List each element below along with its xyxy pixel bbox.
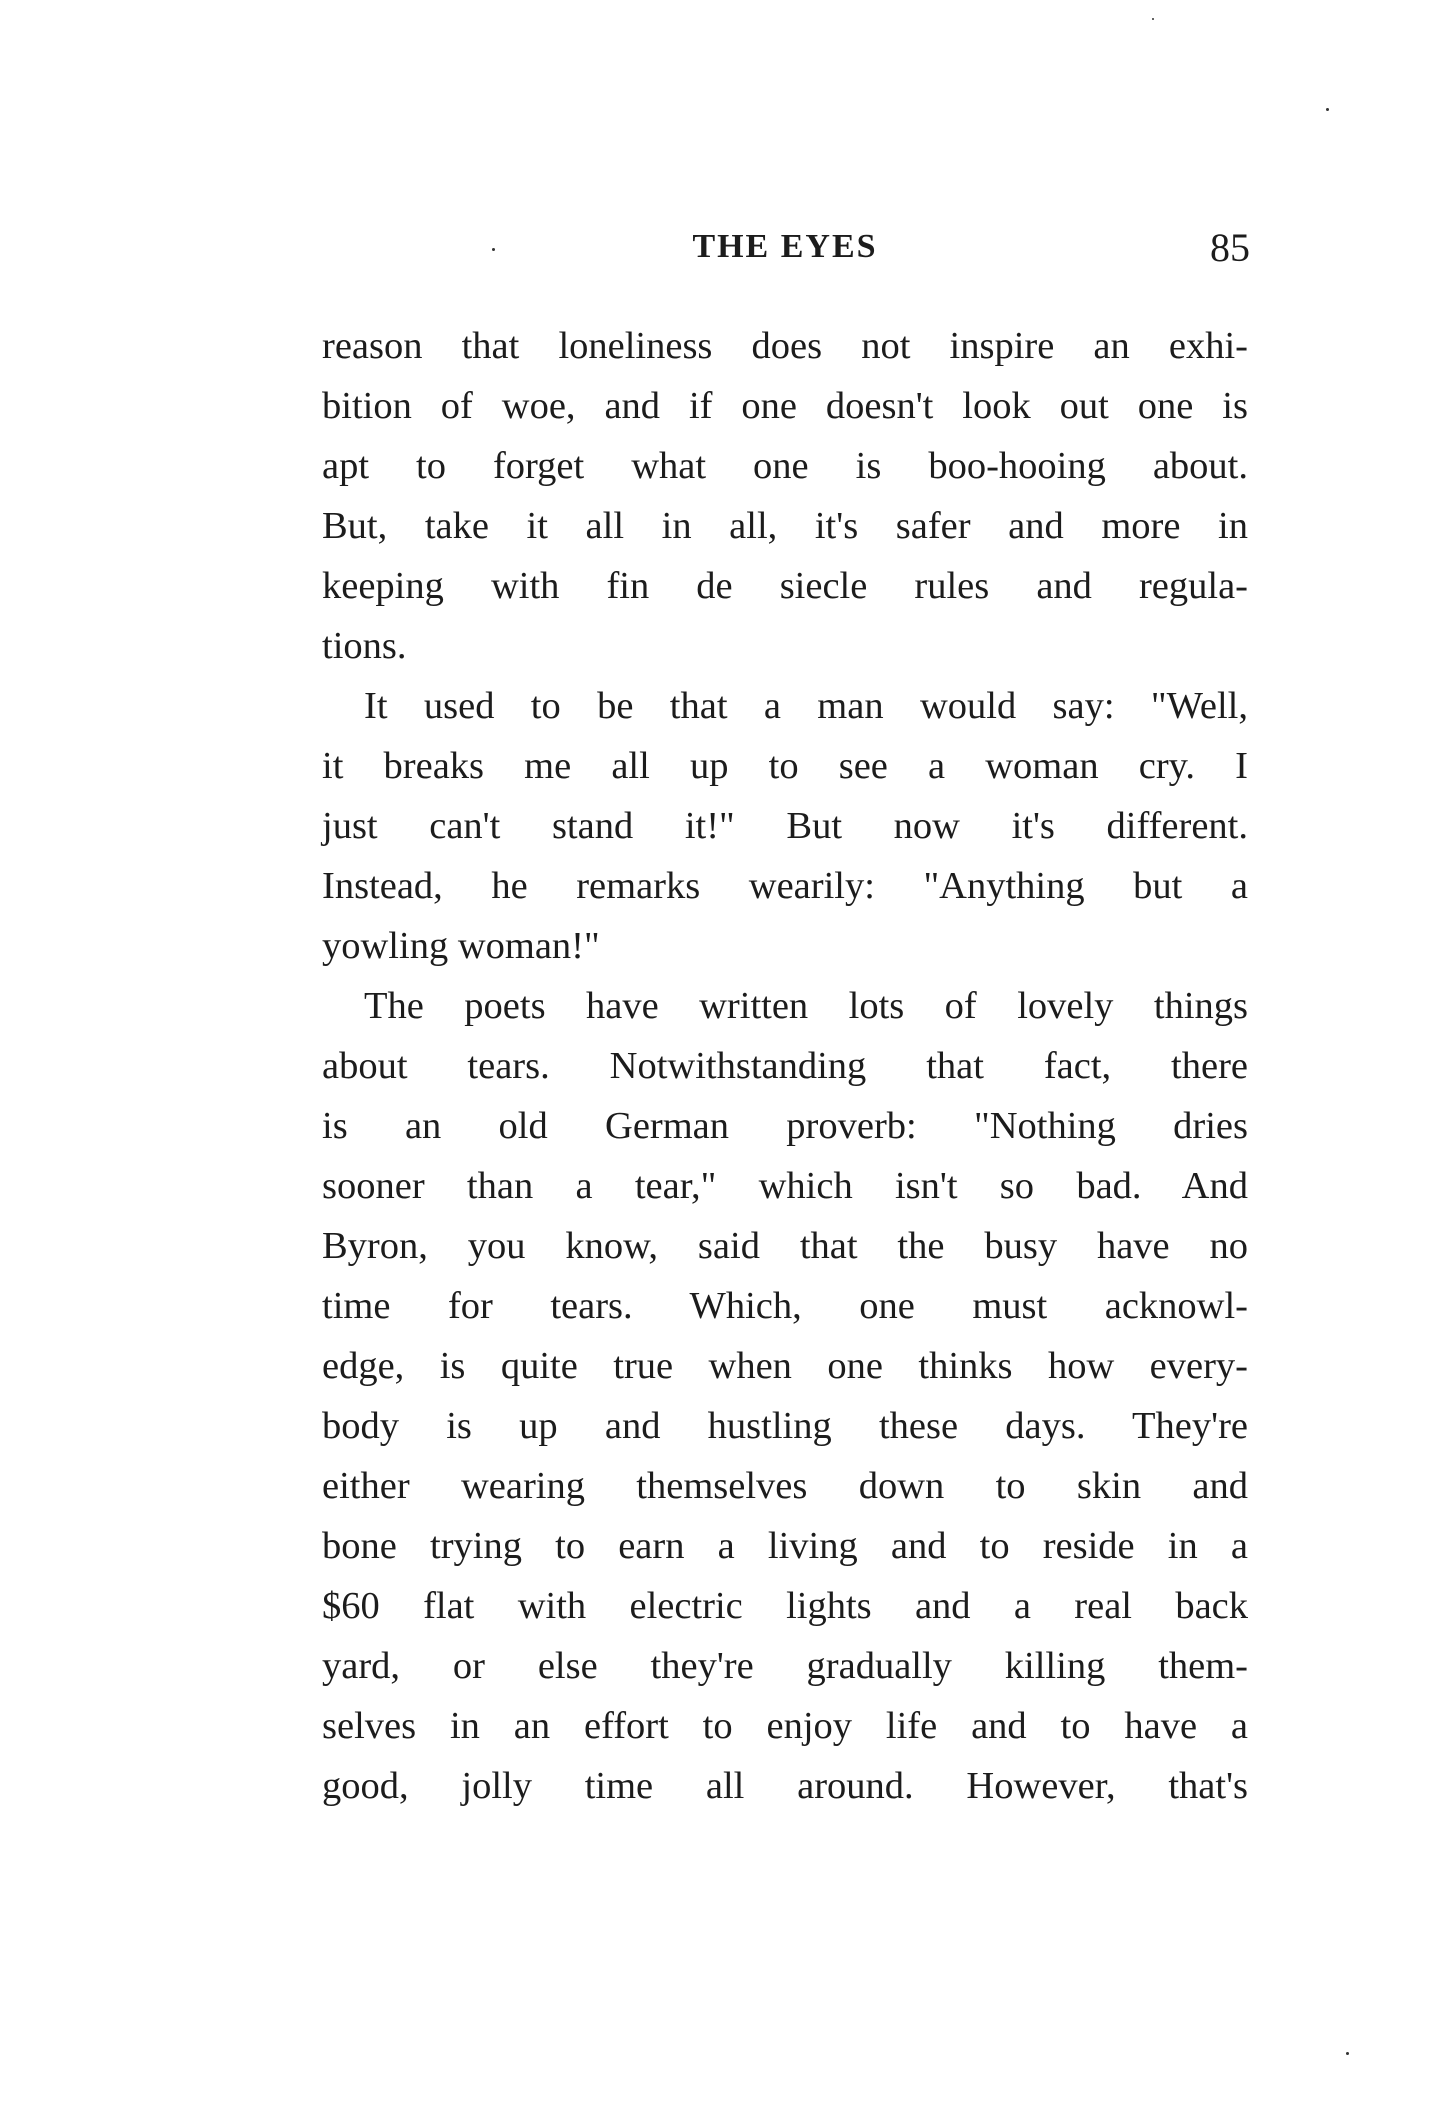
text-line: But, take it all in all, it's safer and more in [322,505,1248,547]
text-line: either wearing themselves down to skin and [322,1465,1248,1507]
text-line: Byron, you know, said that the busy have no [322,1225,1248,1267]
page-number: 85 [1210,225,1250,270]
scan-speck [1346,2052,1349,2055]
text-line: Instead, he remarks wearily: "Anything but a [322,865,1248,907]
text-line: yowling woman!" [322,925,600,967]
text-line: time for tears. Which, one must acknowl- [322,1285,1248,1327]
text-line: body is up and hustling these days. They're [322,1405,1248,1447]
text-line: $60 flat with electric lights and a real back [322,1585,1248,1627]
scan-speck [492,248,495,251]
text-line: bone trying to earn a living and to reside in a [322,1525,1248,1567]
text-line: just can't stand it!" But now it's different. [322,805,1248,847]
text-line: It used to be that a man would say: "Well, [364,685,1248,727]
text-line: selves in an effort to enjoy life and to have a [322,1705,1248,1747]
running-title: THE EYES [692,228,878,265]
text-line: The poets have written lots of lovely things [364,985,1248,1027]
text-line: is an old German proverb: "Nothing dries [322,1105,1248,1147]
scan-speck [1326,108,1329,111]
text-line: about tears. Notwithstanding that fact, there [322,1045,1248,1087]
text-line: apt to forget what one is boo-hooing about. [322,445,1248,487]
text-line: good, jolly time all around. However, that's [322,1765,1248,1807]
text-line: yard, or else they're gradually killing them- [322,1645,1248,1687]
text-line: it breaks me all up to see a woman cry. I [322,745,1248,787]
text-line: tions. [322,625,407,667]
text-line: edge, is quite true when one thinks how every- [322,1345,1248,1387]
text-line: reason that loneliness does not inspire an exhi- [322,325,1248,367]
text-line: sooner than a tear," which isn't so bad. And [322,1165,1248,1207]
body-text [322,316,1248,1816]
text-line: keeping with fin de siecle rules and regula- [322,565,1248,607]
text-line: bition of woe, and if one doesn't look out one is [322,385,1248,427]
running-head [320,225,1250,288]
scan-speck [1152,18,1154,20]
